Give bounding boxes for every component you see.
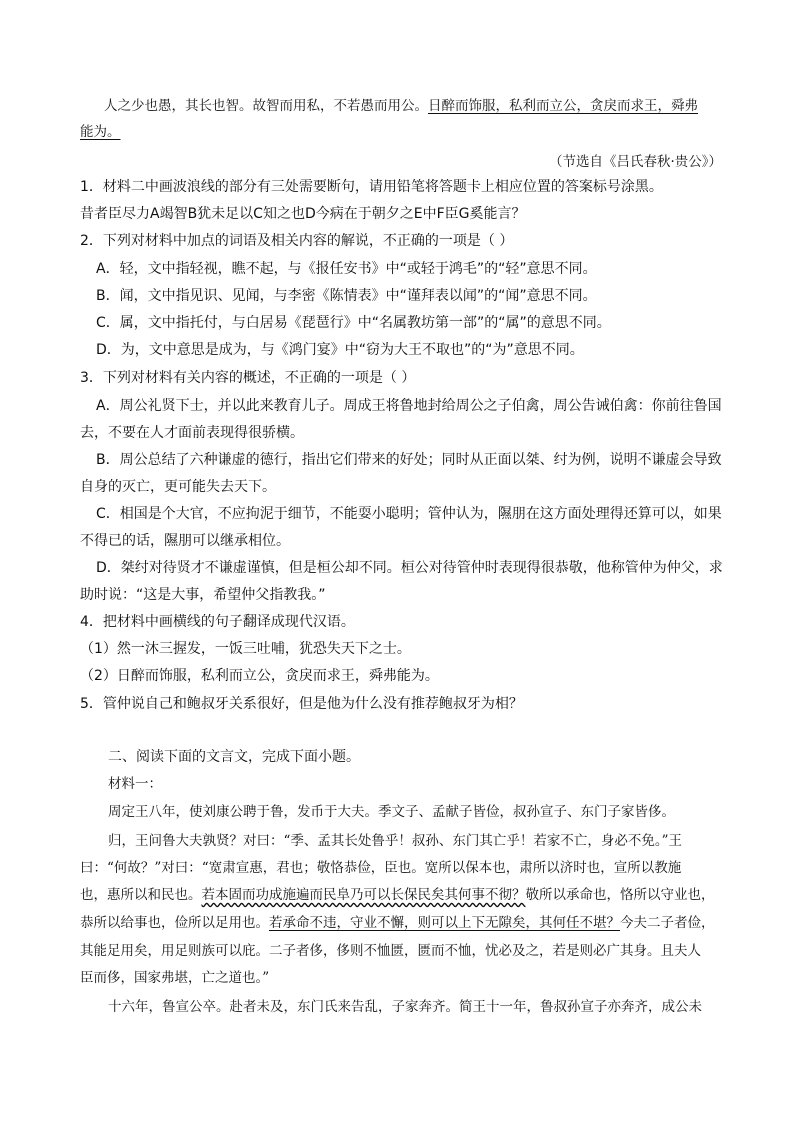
- question-3-option-c-line1: C．相国是个大官，不应拘泥于细节，不能耍小聪明；管仲认为，隰朋在这方面处理得还算可以，如果: [96, 506, 722, 522]
- section2-paragraph-2-line2: 曰：“何故？”对曰：“宽肃宣惠，君也；敬恪恭俭，臣也。宽所以保本也，肃所以济时也，宣所以教施: [80, 860, 682, 876]
- section2-paragraph-2-line6: 臣而侈，国家弗堪，亡之道也。”: [80, 970, 270, 986]
- section2-paragraph-2-line5: 其能足用矣，用足则族可以庇。二子者侈，侈则不恤匮，匮而不恤，忧必及之，若是则必广其身。且夫人: [80, 943, 701, 959]
- question-1-text: 昔者臣尽力A竭智B犹未足以C知之也D今病在于朝夕之E中F臣G奚能言？: [80, 206, 526, 222]
- question-4: 4．把材料中画横线的句子翻译成现代汉语。: [80, 614, 355, 630]
- question-4-item-2: （2）日醉而饰服，私利而立公，贪戾而求王，舜弗能为。: [80, 668, 439, 684]
- question-3-option-a-line1: A．周公礼贤下士，并以此来教育儿子。周成王将鲁地封给周公之子伯禽，周公告诫伯禽：你前往鲁国: [96, 398, 722, 414]
- text-run: 今夫二子者俭，: [620, 915, 715, 931]
- question-5: 5．管仲说自己和鲍叔牙关系很好，但是他为什么没有推荐鲍叔牙为相？: [80, 696, 523, 712]
- material2-line1: [104, 96, 698, 116]
- question-1: 1．材料二中画波浪线的部分有三处需要断句，请用铅笔将答题卡上相应位置的答案标号涂黑。: [80, 179, 663, 195]
- question-2-option-b: B．闻，文中指见识、见闻，与李密《陈情表》中“谨拜表以闻”的“闻”意思不同。: [96, 288, 597, 304]
- wavy-underlined-text: 若本固而功成施遍而民阜乃可以长保民矣其何事不彻？: [201, 887, 526, 903]
- question-3-option-a-line2: 去，不要在人才面前表现得很骄横。: [80, 425, 304, 441]
- text-run: 恭所以给事也，俭所以足用也。: [80, 915, 269, 931]
- question-2-option-a: A．轻，文中指轻视，瞧不起，与《报任安书》中“或轻于鸿毛”的“轻”意思不同。: [96, 261, 597, 277]
- question-2-option-d: D．为，文中意思是成为，与《鸿门宴》中“窃为大王不取也”的“为”意思不同。: [96, 342, 584, 358]
- underlined-text: 若承命不违，守业不懈，则可以上下无隙矣，其何任不堪？: [269, 915, 620, 931]
- question-4-item-1: （1）然一沐三握发，一饭三吐哺，犹恐失天下之士。: [80, 641, 411, 657]
- question-3-option-d-line1: D．桀纣对待贤才不谦虚谨慎，但是桓公却不同。桓公对待管仲时表现得很恭敬，他称管仲为仲父，求: [96, 560, 723, 576]
- question-3-option-b-line2: 自身的灭亡，更可能失去天下。: [80, 479, 276, 495]
- section2-paragraph-2-line3: [80, 885, 715, 905]
- material2-line2-underlined: 能为。: [80, 124, 121, 140]
- text-run: 也，惠所以和民也。: [80, 887, 202, 903]
- question-2-option-c: C．属，文中指托付，与白居易《琵琶行》中“名属教坊第一部”的“属”的意思不同。: [96, 315, 611, 331]
- question-3-option-c-line2: 不得已的话，隰朋可以继承相位。: [80, 533, 290, 549]
- question-3: 3．下列对材料有关内容的概述，不正确的一项是（ ）: [80, 370, 416, 386]
- question-3-option-d-line2: 助时说：“这是大事，希望仲父指教我。”: [80, 587, 326, 603]
- section2-paragraph-2-line1: 归，王问鲁大夫孰贤？对曰：“季、孟其长处鲁乎！叔孙、东门其亡乎！若家不亡，身必不免。”王: [108, 833, 683, 849]
- material2-line2: [80, 122, 121, 142]
- section2-heading: 二、阅读下面的文言文，完成下面小题。: [108, 749, 360, 765]
- material2-line1-plain: 人之少也愚，其长也智。故智而用私，不若愚而用公。: [104, 98, 428, 114]
- material2-line1-underlined: 日醉而饰服，私利而立公，贪戾而求王，舜弗: [428, 98, 698, 114]
- section2-paragraph-3: 十六年，鲁宣公卒。赴者未及，东门氏来告乱，子家奔齐。简王十一年，鲁叔孙宣子亦奔齐，成公未: [108, 999, 702, 1015]
- question-2: 2．下列对材料中加点的词语及相关内容的解说，不正确的一项是（ ）: [80, 233, 514, 249]
- section2-paragraph-2-line4: [80, 913, 715, 933]
- question-3-option-b-line1: B．周公总结了六种谦虚的德行，指出它们带来的好处；同时从正面以桀、纣为例，说明不谦虚会导致: [96, 452, 722, 468]
- section2-paragraph-1: 周定王八年，使刘康公聘于鲁，发币于大夫。季文子、孟献子皆俭，叔孙宣子、东门子家皆侈。: [108, 804, 675, 820]
- text-run: 敬所以承命也，恪所以守业也，: [525, 887, 715, 903]
- section2-material-label: 材料一：: [108, 776, 162, 792]
- source-citation: （节选自《吕氏春秋·贵公》）: [548, 154, 722, 170]
